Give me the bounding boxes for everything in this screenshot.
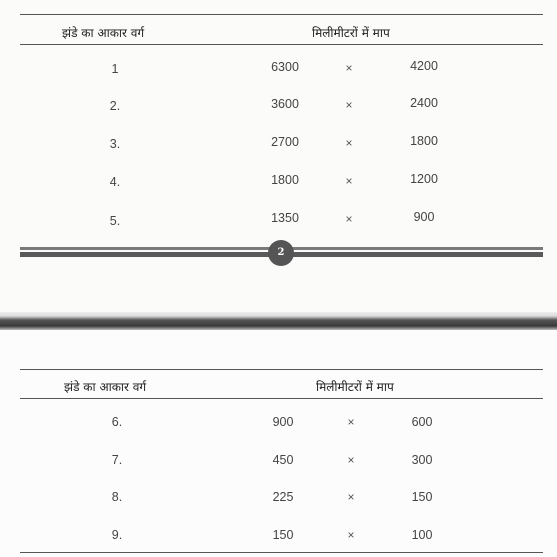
page-number-badge: 2 <box>268 240 294 266</box>
times-sign: × <box>347 453 355 467</box>
height-mm: 300 <box>411 453 433 467</box>
width-mm: 1350 <box>271 211 299 225</box>
table-top-rule <box>20 14 543 15</box>
width-mm: 1800 <box>271 173 299 187</box>
height-mm: 2400 <box>410 96 438 110</box>
row-number: 6. <box>111 415 123 429</box>
times-sign: × <box>345 136 353 150</box>
height-mm: 600 <box>411 415 433 429</box>
width-mm: 225 <box>272 490 294 504</box>
row-number: 3. <box>109 137 121 151</box>
row-number: 9. <box>111 528 123 542</box>
page-gap <box>0 312 557 330</box>
row-number: 1 <box>111 62 119 76</box>
width-mm: 450 <box>272 453 294 467</box>
times-sign: × <box>347 415 355 429</box>
table-header-rule <box>20 398 543 399</box>
height-mm: 150 <box>411 490 433 504</box>
times-sign: × <box>345 98 353 112</box>
table-top-rule <box>20 369 543 370</box>
table-bottom-rule <box>20 552 543 553</box>
row-number: 8. <box>111 490 123 504</box>
times-sign: × <box>347 528 355 542</box>
times-sign: × <box>347 490 355 504</box>
row-number: 7. <box>111 453 123 467</box>
column-header-size-class: झंडे का आकार वर्ग <box>64 380 147 394</box>
width-mm: 900 <box>272 415 294 429</box>
width-mm: 150 <box>272 528 294 542</box>
column-header-measure: मिलीमीटरों में माप <box>312 26 390 40</box>
row-number: 5. <box>109 214 121 228</box>
height-mm: 100 <box>411 528 433 542</box>
row-number: 2. <box>109 99 121 113</box>
times-sign: × <box>345 212 353 226</box>
width-mm: 3600 <box>271 97 299 111</box>
height-mm: 1200 <box>410 172 438 186</box>
times-sign: × <box>345 174 353 188</box>
height-mm: 4200 <box>410 59 438 73</box>
height-mm: 1800 <box>410 134 438 148</box>
column-header-measure: मिलीमीटरों में माप <box>316 380 394 394</box>
width-mm: 2700 <box>271 135 299 149</box>
table-header-rule <box>20 44 543 45</box>
height-mm: 900 <box>413 210 435 224</box>
row-number: 4. <box>109 175 121 189</box>
column-header-size-class: झंडे का आकार वर्ग <box>62 26 145 40</box>
page-bottom <box>0 330 557 557</box>
times-sign: × <box>345 61 353 75</box>
width-mm: 6300 <box>271 60 299 74</box>
